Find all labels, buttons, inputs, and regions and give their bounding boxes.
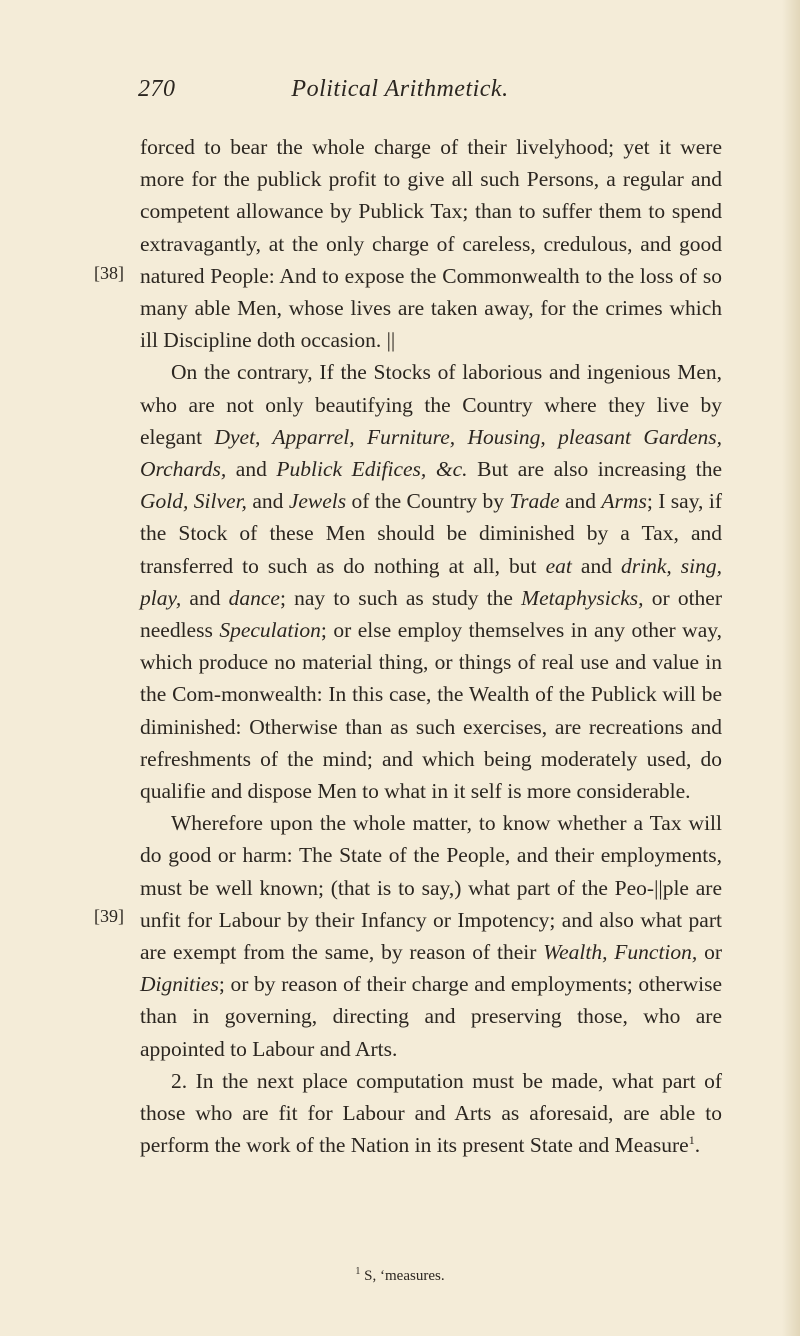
footnote-text: S, ‘measures. [364,1268,445,1284]
italic-run: dance [228,585,280,610]
italic-run: Jewels [288,489,347,514]
italic-run: Wealth, Function, [543,940,698,965]
margin-note-39: [39] [94,906,124,926]
text-run: ; or else employ themselves in any other way, which produce no material thing, or things of real use and value in the Com-monwealth: In this case, the Wealth of the Publick will be diminished: Otherwise than as such exercises, are recreations and refreshments of the mind; and which being moderately used, do qualifie and dispose Men to what in it self is more considerable. [140,618,722,804]
text-run: and [181,585,229,610]
text-run: ; or by reason of their charge and employments; otherwise than in governing, directing and preserving those, who are appointed to Labour and Arts. [140,972,722,1061]
italic-run: Publick Edifices, &c. [276,457,468,482]
text-run: But are also increasing the [467,457,723,482]
text-run: . [694,1133,701,1158]
footnote [0,1268,800,1285]
paragraph-2 [140,356,722,807]
text-run: forced to bear the whole charge of their livelyhood; yet it were more for the publick profit to give all such Persons, a regular and competent allowance by Publick Tax; than to suffer them to spend extravagantly, at the only charge of careless, credulous, and good natured People: And to expose the Commonwealth to the loss of so many able Men, whose lives are taken away, for the crimes which ill Discipline doth occasion. || [140,135,722,353]
footnote-marker: 1 [688,1133,695,1148]
text-run: and [571,553,621,578]
body-text [140,131,722,1162]
text-run: ; nay to such as study the [279,585,522,610]
page-edge-shadow [782,0,800,1336]
italic-run: Arms [601,489,647,514]
paragraph-1 [140,131,722,356]
text-run: 2. In the next place computation must be made, what part of those who are fit for Labour and Arts as aforesaid, are able to perform the work of the Nation in its present State and Measure [140,1068,722,1158]
margin-note-38: [38] [94,263,124,283]
text-run: or other needless [140,585,722,643]
paragraph-3 [140,807,722,1065]
text-run: or [697,940,722,965]
page-header [0,76,800,116]
italic-run: Metaphysicks, [521,585,644,610]
italic-run: Trade [509,489,560,514]
italic-run: Dignities [140,972,219,997]
italic-run: Speculation [219,618,321,643]
text-run: and [226,457,277,482]
footnote-number: 1 [355,1266,361,1277]
text-run: of the Country by [346,489,510,514]
italic-run: Gold, Silver, [140,489,247,514]
text-run: and [559,489,602,514]
text-run: On the contrary, If the Stocks of laborious and ingenious Men, who are not only beautifying the Country where they live by elegant [140,360,722,449]
italic-run: eat [545,553,572,578]
running-head: Political Arithmetick. [291,76,509,102]
paragraph-4 [140,1065,722,1162]
text-run: ; I say, if the Stock of these Men should be diminished by a Tax, and transferred to such as do nothing at all, but [140,489,722,578]
italic-run: drink, sing, play, [140,553,722,610]
text-run: Wherefore upon the whole matter, to know whether a Tax will do good or harm: The State of the People, and their employments, must be well known; (that is to say,) what part of the Peo-||ple are unfit for Labour by their Infancy or Impotency; and also what part are exempt from the same, by reason of their [140,811,722,965]
page-number: 270 [138,76,176,102]
text-run: and [246,489,289,514]
italic-run: Dyet, Apparrel, Furniture, Housing, pleasant Gardens, Orchards, [140,424,722,482]
